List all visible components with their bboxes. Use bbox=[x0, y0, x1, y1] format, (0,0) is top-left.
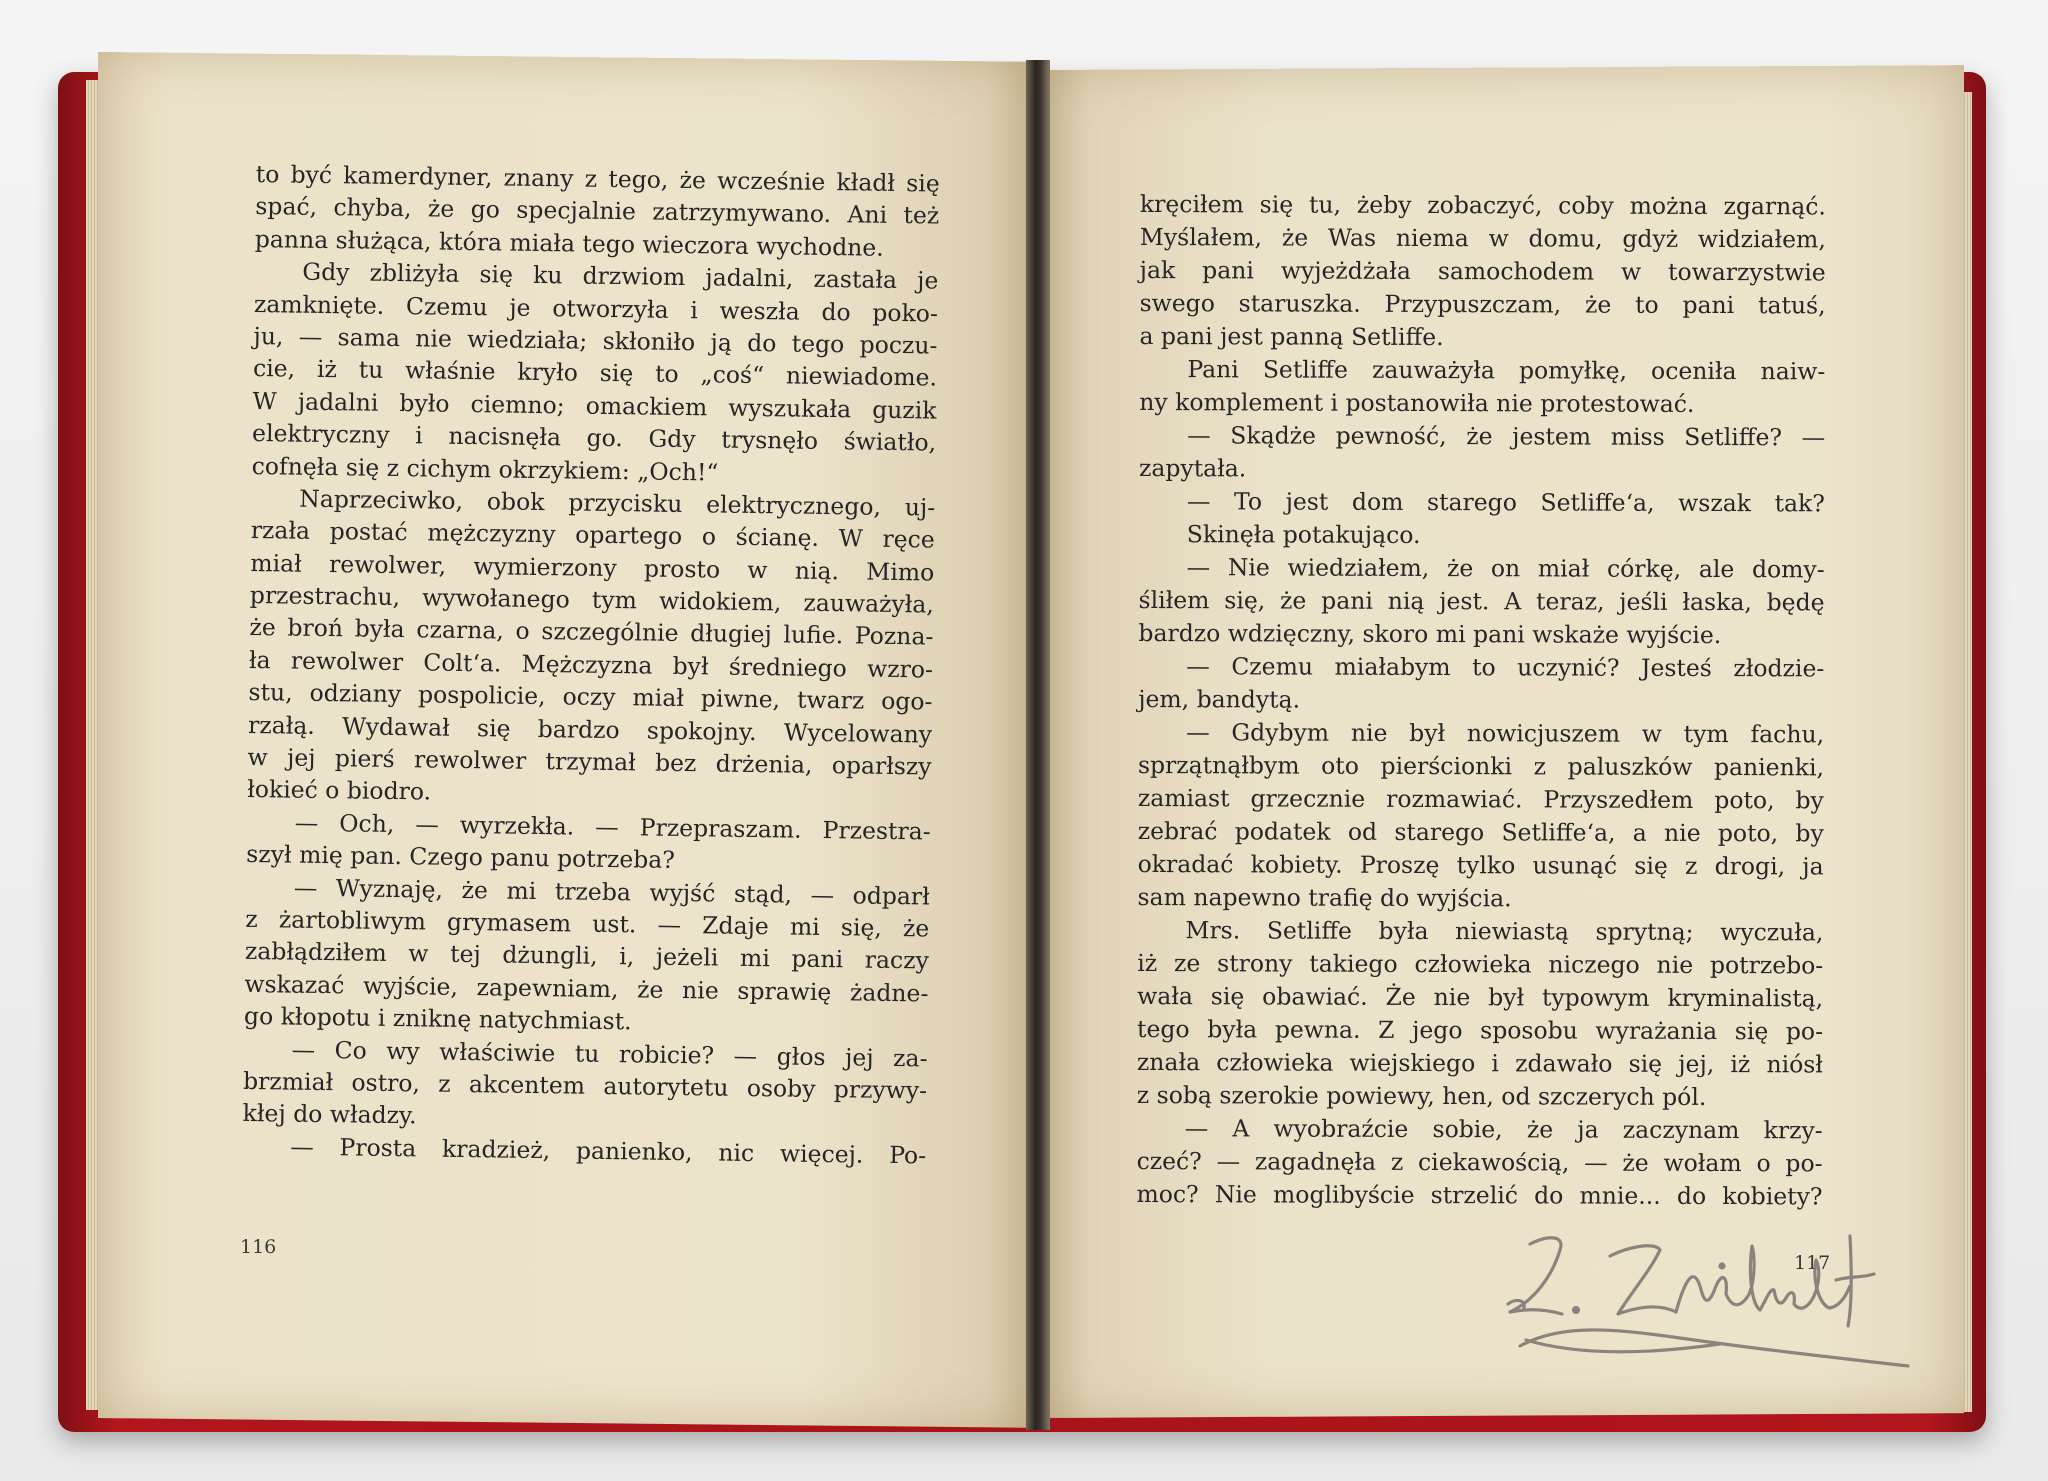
text-line: — Nie wiedziałem, że on miał córkę, ale domy- bbox=[1186, 553, 1825, 584]
text-line: wała się obawiać. Że nie był typowym kryminalistą, bbox=[1137, 981, 1824, 1013]
text-line: że broń była czarna, o szczególnie długiej lufie. Pozna- bbox=[249, 613, 934, 651]
text-line: — To jest dom starego Setliffe‘a, wszak tak? bbox=[1186, 487, 1825, 518]
text-line: spać, chyba, że go specjalnie zatrzymywano. Ani też bbox=[255, 192, 940, 230]
book-gutter bbox=[1026, 60, 1050, 1430]
text-line: szył mię pan. Czego panu potrzeba? bbox=[246, 840, 676, 875]
page-number-left: 116 bbox=[240, 1236, 277, 1258]
text-line: Myślałem, że Was niema w domu, gdyż widziałem, bbox=[1139, 222, 1826, 254]
text-line: zamknięte. Czemu je otworzyła i weszła do poko- bbox=[253, 289, 939, 328]
text-line: go kłopotu i zniknę natychmiast. bbox=[243, 1002, 632, 1036]
text-line: — Skądże pewność, że jestem miss Setliffe? — bbox=[1187, 421, 1826, 452]
text-line: kłej do władzy. bbox=[242, 1099, 417, 1130]
text-line: Pani Setliffe zauważyła pomyłkę, oceniła naiw- bbox=[1187, 355, 1826, 386]
text-line: elektryczny i nacisnęła go. Gdy trysnęło światło, bbox=[251, 419, 937, 457]
text-line: tego była pewna. Z jego sposobu wyrażania się po- bbox=[1137, 1014, 1824, 1046]
text-line: — Prosta kradzież, panienko, nic więcej. Po- bbox=[290, 1132, 927, 1170]
text-line: — Gdybym nie był nowicjuszem w tym fachu, bbox=[1186, 718, 1825, 749]
page-number-right: 117 bbox=[1794, 1252, 1831, 1274]
text-line: stu, odziany pospolicie, oczy miał piwne, twarz ogo- bbox=[248, 678, 933, 716]
text-line: zebrać podatek od starego Setliffe‘a, a nie poto, by bbox=[1137, 816, 1824, 848]
right-page-text bbox=[1136, 188, 1826, 1213]
text-line: cofnęła się z cichym okrzykiem: „Och!“ bbox=[251, 451, 719, 487]
text-line: zamiast grzecznie rozmawiać. Przyszedłem poto, by bbox=[1137, 783, 1824, 815]
text-line: rzała postać mężczyzny opartego o ścianę. W ręce bbox=[250, 516, 935, 554]
text-line: z żartobliwym grymasem ust. — Zdaje mi się, że bbox=[245, 904, 930, 943]
text-line: — Czemu miałabym to uczynić? Jesteś złodzie- bbox=[1186, 652, 1825, 683]
text-line: zabłądziłem w tej dżungli, i, jeżeli mi pani raczy bbox=[244, 937, 930, 975]
text-line: miał rewolwer, wymierzony prosto w nią. Mimo bbox=[250, 548, 935, 587]
text-line: Gdy zbliżyła się ku drzwiom jadalni, zastała je bbox=[302, 257, 939, 295]
text-line: panna służąca, która miała tego wieczora wychodne. bbox=[254, 224, 884, 262]
text-line: brzmiał ostro, z akcentem autorytetu osoby przywy- bbox=[242, 1066, 928, 1105]
text-line: Mrs. Setliffe była niewiastą sprytną; wyczuła, bbox=[1185, 916, 1824, 947]
text-line: w jej pierś rewolwer trzymał bez drżenia, oparłszy bbox=[247, 742, 932, 781]
text-line: sprzątnąłbym oto pierścionki z paluszków panienki, bbox=[1137, 750, 1825, 782]
text-line: Skinęła potakująco. bbox=[1186, 520, 1421, 549]
text-line: Naprzeciwko, obok przycisku elektrycznego, uj- bbox=[299, 484, 936, 522]
text-line: śliłem się, że pani nią jest. A teraz, jeśli łaska, będę bbox=[1138, 585, 1825, 617]
text-line: — A wyobraźcie sobie, że ja zaczynam krzy- bbox=[1184, 1114, 1823, 1145]
text-line: moc? Nie moglibyście strzelić do mnie... do kobiety? bbox=[1136, 1179, 1823, 1211]
text-line: ju, — sama nie wiedziała; skłoniło ją do tego poczu- bbox=[253, 321, 938, 360]
text-line: znała człowieka wiejskiego i zdawało się jej, iż niósł bbox=[1136, 1047, 1823, 1079]
text-line: rzałą. Wydawał się bardzo spokojny. Wycelowany bbox=[247, 710, 933, 749]
text-line: a pani jest panną Setliffe. bbox=[1139, 321, 1444, 352]
text-line: jem, bandytą. bbox=[1138, 684, 1301, 714]
text-line: to być kamerdyner, znany z tego, że wcześnie kładł się bbox=[255, 159, 940, 198]
text-line: zapytała. bbox=[1138, 453, 1247, 483]
text-line: przestrachu, wywołanego tym widokiem, zauważyła, bbox=[249, 581, 935, 619]
text-line: swego staruszka. Przypuszczam, że to pani tatuś, bbox=[1139, 288, 1826, 320]
text-line: jak pani wyjeżdżała samochodem w towarzystwie bbox=[1139, 255, 1826, 287]
text-line: — Wyznaję, że mi trzeba wyjść stąd, — odparł bbox=[293, 873, 930, 911]
text-line: ła rewolwer Colt‘a. Mężczyzna był średniego wzro- bbox=[248, 645, 934, 684]
text-line: łokieć o biodro. bbox=[246, 775, 432, 806]
text-line: kręciłem się tu, żeby zobaczyć, coby można zgarnąć. bbox=[1139, 189, 1826, 221]
text-line: sam napewno trafię do wyjścia. bbox=[1137, 882, 1512, 913]
handwritten-signature bbox=[1490, 1216, 1930, 1386]
text-line: okradać kobiety. Proszę tylko usunąć się z drogi, ja bbox=[1137, 849, 1824, 881]
text-line: — Co wy właściwie tu robicie? — głos jej za- bbox=[291, 1035, 928, 1073]
text-line: cie, iż tu właśnie kryło się to „coś“ niewiadome. bbox=[252, 354, 938, 392]
text-line: ny komplement i postanowiła nie protestować. bbox=[1139, 387, 1695, 418]
left-page-text bbox=[242, 158, 940, 1172]
text-line: — Och, — wyrzekła. — Przepraszam. Przestra- bbox=[294, 808, 931, 846]
text-line: bardzo wdzięczny, skoro mi pani wskaże wyjście. bbox=[1138, 618, 1722, 650]
text-line: W jadalni było ciemno; omackiem wyszukała guzik bbox=[252, 386, 937, 425]
text-line: iż ze strony takiego człowieka niczego nie potrzebo- bbox=[1137, 948, 1824, 980]
text-line: czeć? — zagadnęła z ciekawością, — że wołam o po- bbox=[1136, 1146, 1823, 1178]
text-line: wskazać wyjście, zapewniam, że nie sprawię żadne- bbox=[244, 969, 929, 1008]
text-line: z sobą szerokie powiewy, hen, od szczerych pól. bbox=[1136, 1080, 1707, 1111]
